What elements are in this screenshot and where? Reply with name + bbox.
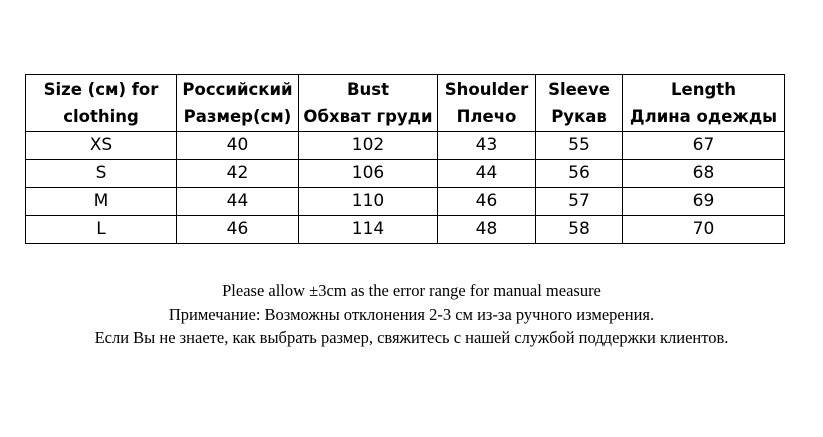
header-size	[26, 75, 177, 132]
cell-shoulder: 44	[438, 160, 536, 188]
cell-shoulder: 43	[438, 132, 536, 160]
cell-sleeve: 58	[536, 216, 623, 244]
header-shoulder-line2: Плечо	[456, 107, 517, 126]
header-length	[623, 75, 785, 132]
header-sleeve-line2: Рукав	[551, 107, 607, 126]
cell-sleeve: 55	[536, 132, 623, 160]
size-chart-table	[25, 74, 785, 244]
cell-shoulder: 46	[438, 188, 536, 216]
cell-sleeve: 56	[536, 160, 623, 188]
header-size-line1: Size (см) for	[43, 80, 159, 99]
cell-russian-size: 44	[177, 188, 299, 216]
cell-size: L	[26, 216, 177, 244]
note-error-range-ru: Примечание: Возможны отклонения 2-3 см из-за ручного измерения.	[168, 304, 655, 324]
cell-bust: 106	[299, 160, 438, 188]
cell-bust: 110	[299, 188, 438, 216]
table-row	[26, 160, 785, 188]
header-bust-line2: Обхват груди	[303, 107, 433, 126]
note-error-range-en: Please allow ±3cm as the error range for manual measure	[222, 281, 601, 300]
measurement-notes	[0, 279, 823, 350]
cell-length: 68	[623, 160, 785, 188]
header-russian-size-line1: Российский	[182, 80, 293, 99]
header-length-line1: Length	[671, 80, 736, 99]
header-size-line2: clothing	[63, 107, 139, 126]
header-russian-size-line2: Размер(см)	[183, 107, 292, 126]
note-contact-support: Если Вы не знаете, как выбрать размер, свяжитесь с нашей службой поддержки клиентов.	[94, 328, 729, 347]
cell-length: 67	[623, 132, 785, 160]
cell-russian-size: 40	[177, 132, 299, 160]
table-header-row	[26, 75, 785, 132]
header-bust	[299, 75, 438, 132]
table-row	[26, 216, 785, 244]
table-row	[26, 188, 785, 216]
cell-russian-size: 42	[177, 160, 299, 188]
cell-size: M	[26, 188, 177, 216]
cell-length: 69	[623, 188, 785, 216]
header-shoulder-line1: Shoulder	[444, 80, 529, 99]
header-sleeve	[536, 75, 623, 132]
table-row	[26, 132, 785, 160]
cell-bust: 114	[299, 216, 438, 244]
cell-length: 70	[623, 216, 785, 244]
header-length-line2: Длина одежды	[629, 107, 778, 126]
cell-bust: 102	[299, 132, 438, 160]
header-russian-size	[177, 75, 299, 132]
cell-size: S	[26, 160, 177, 188]
cell-sleeve: 57	[536, 188, 623, 216]
cell-size: XS	[26, 132, 177, 160]
header-sleeve-line1: Sleeve	[548, 80, 610, 99]
cell-russian-size: 46	[177, 216, 299, 244]
header-bust-line1: Bust	[346, 80, 390, 99]
header-shoulder	[438, 75, 536, 132]
cell-shoulder: 48	[438, 216, 536, 244]
